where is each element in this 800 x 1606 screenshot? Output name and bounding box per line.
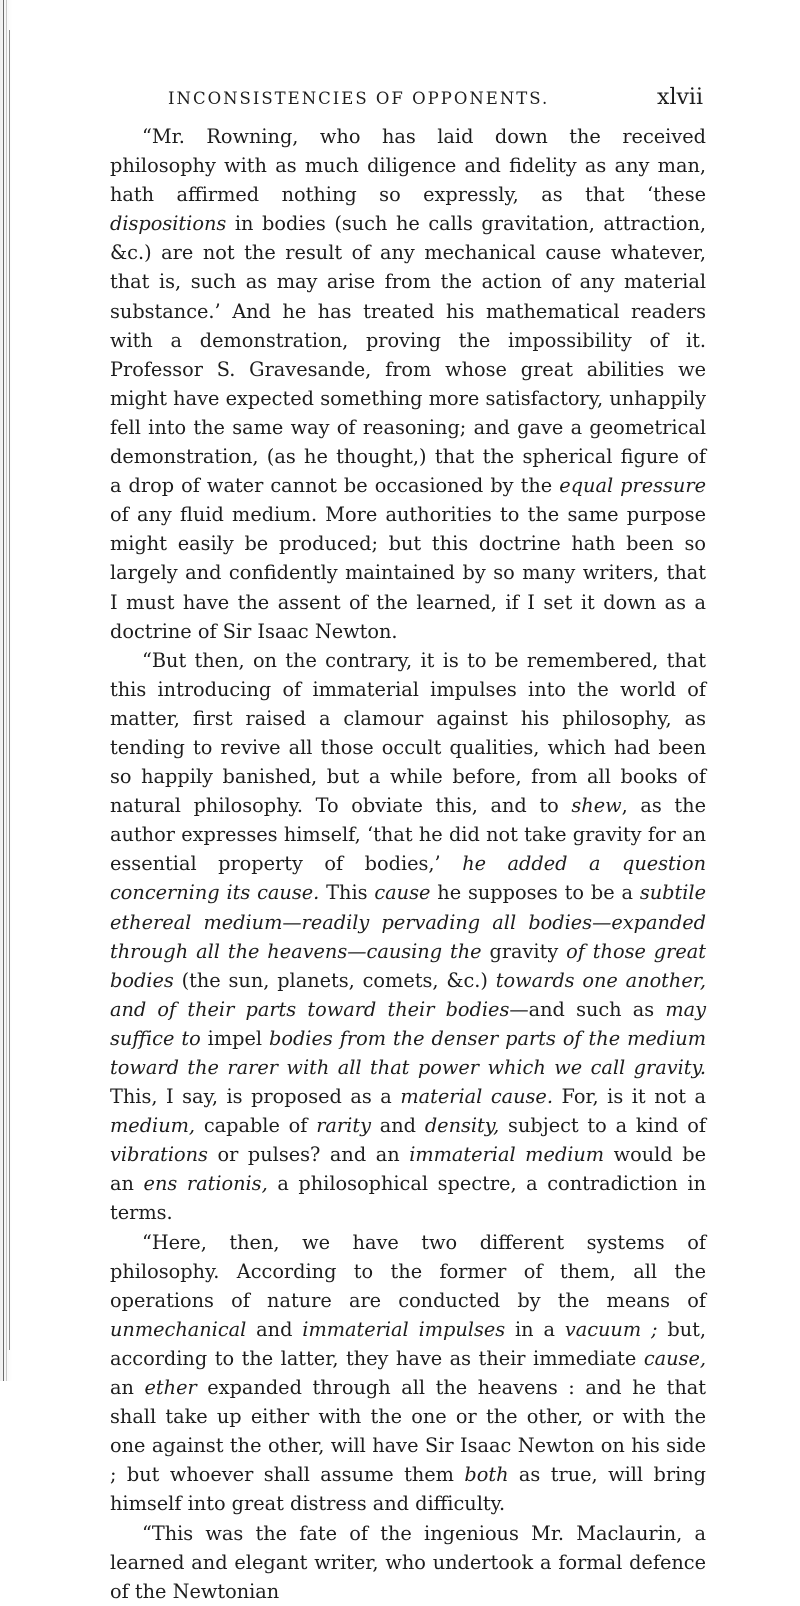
italic-run: unmechanical xyxy=(110,1317,247,1341)
text-run: subject to a kind of xyxy=(499,1114,707,1138)
italic-run: immaterial impulses xyxy=(302,1317,506,1341)
italic-run: dispositions xyxy=(110,212,227,236)
running-head: INCONSISTENCIES OF OPPONENTS. xyxy=(168,89,550,108)
binding-rule xyxy=(6,0,7,1381)
italic-run: bodies from the denser parts of the medium toward the rarer with all that power which we call gravity. xyxy=(110,1026,706,1079)
italic-run: cause, xyxy=(643,1346,706,1370)
italic-run: medium, xyxy=(110,1114,196,1138)
italic-run: of those great bodies xyxy=(110,939,706,992)
binding-rule xyxy=(3,0,4,1381)
text-run: This xyxy=(319,881,375,905)
text-run: in bodies (such he calls gravitation, attraction, &c.) are not the result of any mechanical cause whatever, that is, such as may arise from the action of any material substance.’ And he has treated his mathematical readers with a demonstration, proving the impossibility of it. Professor S. Gravesande, from whose great abilities we might have expected something more satisfactory, unhappily fell into the same way of reasoning; and gave a geometrical demonstration, (as he thought,) that the spherical figure of a drop of water cannot be occasioned by the xyxy=(110,212,706,498)
italic-run: immaterial medium xyxy=(409,1143,605,1167)
text-run: “But then, on the contrary, it is to be remembered, that this introducing of immaterial impulses into the world of matter, first raised a clamour against his philosophy, as tending to revive all those occult qualities, which had been so happily banished, but a while before, from all books of natural philosophy. To obviate this, and to xyxy=(110,648,706,818)
text-run: , as the author expresses himself, ‘that he did not take gravity for an essential property of bodies,’ xyxy=(110,794,706,876)
italic-run: ens rationis, xyxy=(143,1172,268,1196)
italic-run: density, xyxy=(424,1114,500,1138)
paragraph xyxy=(110,646,706,1228)
text-run: “This was the fate of the ingenious Mr. Maclaurin, a learned and elegant writer, who undertook a formal defence of the Newtonian xyxy=(110,1521,706,1603)
page-header xyxy=(168,85,703,115)
text-run: capable of xyxy=(195,1114,317,1138)
italic-run: ether xyxy=(144,1376,197,1400)
italic-run: he added a question concerning its cause. xyxy=(110,852,706,905)
text-run: and xyxy=(370,1114,425,1138)
paragraph xyxy=(110,1519,706,1606)
binding-rule xyxy=(9,30,10,1350)
italic-run: cause xyxy=(374,881,431,905)
italic-run: shew xyxy=(571,794,622,818)
text-run: gravity xyxy=(481,939,567,963)
italic-run: rarity xyxy=(316,1114,371,1138)
italic-run: material cause. xyxy=(400,1085,553,1109)
text-run: but, according to the latter, they have as their immediate xyxy=(110,1317,706,1370)
text-run: and xyxy=(246,1317,303,1341)
paragraph xyxy=(110,122,706,646)
text-run: an xyxy=(110,1376,145,1400)
text-run: in a xyxy=(505,1317,565,1341)
italic-run: both xyxy=(464,1463,509,1487)
italic-run: equal pressure xyxy=(559,474,706,498)
text-run: This, I say, is proposed as a xyxy=(110,1085,401,1109)
body-text xyxy=(110,122,706,1606)
text-run: (the sun, planets, comets, &c.) xyxy=(173,968,496,992)
italic-run: subtile ethereal medium—readily pervading all bodies—expanded through all the heavens—causing the xyxy=(110,881,707,963)
text-run: would be an xyxy=(110,1143,706,1196)
text-run: For, is it not a xyxy=(552,1085,706,1109)
text-run: a philosophical spectre, a contradiction in terms. xyxy=(110,1172,707,1225)
text-run: of any fluid medium. More authorities to the same purpose might easily be produced; but this doctrine hath been so largely and confidently maintained by so many writers, that I must have the assent of the learned, if I set it down as a doctrine of Sir Isaac Newton. xyxy=(110,503,706,643)
text-run: “Here, then, we have two different systems of philosophy. According to the former of them, all the operations of nature are conducted by the means of xyxy=(110,1230,706,1312)
text-run: impel xyxy=(200,1026,269,1050)
italic-run: towards one another, and of their parts toward their bodies xyxy=(110,968,706,1021)
text-run: expanded through all the heavens : and he that shall take up either with the one or the other, or with the one against the other, will have Sir Isaac Newton on his side ; but whoever shall assume them xyxy=(110,1376,707,1487)
text-run: —and such as xyxy=(509,997,666,1021)
text-run: he supposes to be a xyxy=(430,881,640,905)
text-run: as true, will bring himself into great distress and difficulty. xyxy=(110,1463,706,1516)
text-run: “Mr. Rowning, who has laid down the received philosophy with as much diligence and fidelity as any man, hath affirmed nothing so expressly, as that ‘these xyxy=(110,125,706,207)
page-number: xlvii xyxy=(657,85,703,110)
paragraph xyxy=(110,1228,706,1519)
italic-run: vacuum ; xyxy=(564,1317,658,1341)
italic-run: vibrations xyxy=(110,1143,208,1167)
italic-run: may suffice to xyxy=(110,997,707,1050)
text-run: or pulses? and an xyxy=(207,1143,410,1167)
